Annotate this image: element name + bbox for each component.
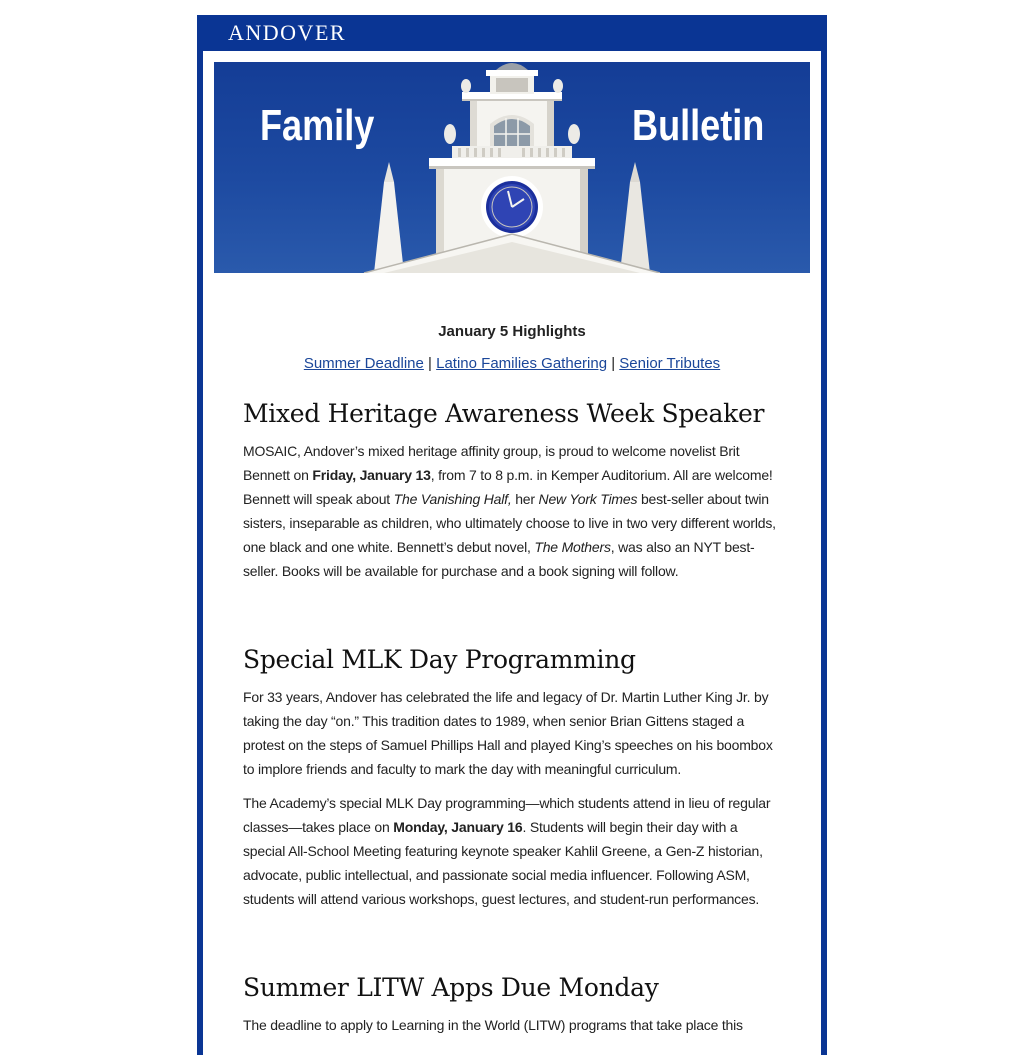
article-paragraph: The deadline to apply to Learning in the World (LITW) programs that take place this: [243, 1017, 743, 1033]
newsletter-body: [203, 51, 821, 1061]
banner-title-family: Family: [260, 101, 375, 150]
event-date: Friday, January 13: [312, 467, 431, 483]
article-paragraph: [243, 439, 776, 583]
article-title: Mixed Heritage Awareness Week Speaker: [243, 399, 765, 428]
family-bulletin-banner: [214, 62, 810, 273]
link-summer-deadline[interactable]: Summer Deadline: [303, 355, 424, 372]
event-date: Monday, January 16: [393, 819, 523, 835]
highlights-link-row: [203, 355, 821, 372]
book-title: The Vanishing Half,: [393, 491, 512, 507]
newsletter-frame: [197, 15, 827, 1055]
text-run: MOSAIC, Andover’s mixed heritage affinity group, is proud to welcome novelist Brit Bennett on: [243, 443, 740, 483]
article-mlk-day: [243, 643, 776, 911]
article-summer-litw: [243, 971, 776, 1037]
link-separator: |: [611, 355, 616, 372]
text-run: her: [511, 491, 539, 507]
text-run: , from 7 to 8 p.m. in Kemper Auditorium. All are welcome! Bennett will speak about: [243, 467, 773, 507]
article-paragraph: For 33 years, Andover has celebrated the life and legacy of Dr. Martin Luther King Jr. by taking the day “on.” This tradition dates to 1989, when senior Brian Gittens staged a protest on the steps of Samuel Phillips Hall and played King’s speeches on his boombox to implore friends and faculty to mark the day with meaningful curriculum.: [243, 689, 773, 777]
highlights-date-heading: January 5 Highlights: [438, 323, 586, 340]
article-mixed-heritage: [243, 397, 776, 583]
link-latino-families-gathering[interactable]: Latino Families Gathering: [436, 355, 608, 372]
publication-title: New York Times: [538, 491, 638, 507]
banner-title-bulletin: Bulletin: [631, 101, 764, 150]
article-paragraph: [243, 791, 776, 911]
book-title: The Mothers: [534, 539, 611, 555]
text-run: , was also an NYT best-seller. Books will be available for purchase and a book signing will follow.: [243, 539, 755, 579]
andover-logo[interactable]: ANDOVER: [228, 20, 347, 45]
link-senior-tributes[interactable]: Senior Tributes: [619, 355, 721, 372]
article-title: Special MLK Day Programming: [243, 645, 636, 674]
text-run: best-seller about twin sisters, inseparable as children, who ultimately choose to live in two very different worlds, one black and one white. Bennett’s debut novel,: [243, 491, 776, 555]
text-run: . Students will begin their day with a special All-School Meeting featuring keynote speaker Kahlil Greene, a Gen-Z historian, advocate, public intellectual, and passionate social media influencer. Following ASM, students will attend various workshops, guest lectures, and student-run performances.: [243, 819, 763, 907]
text-run: The Academy’s special MLK Day programming—which students attend in lieu of regular classes—takes place on: [243, 795, 771, 835]
article-title: Summer LITW Apps Due Monday: [243, 973, 659, 1002]
link-separator: |: [428, 355, 432, 372]
article-list: [243, 397, 776, 1047]
clock-tower-illustration: [214, 62, 810, 273]
